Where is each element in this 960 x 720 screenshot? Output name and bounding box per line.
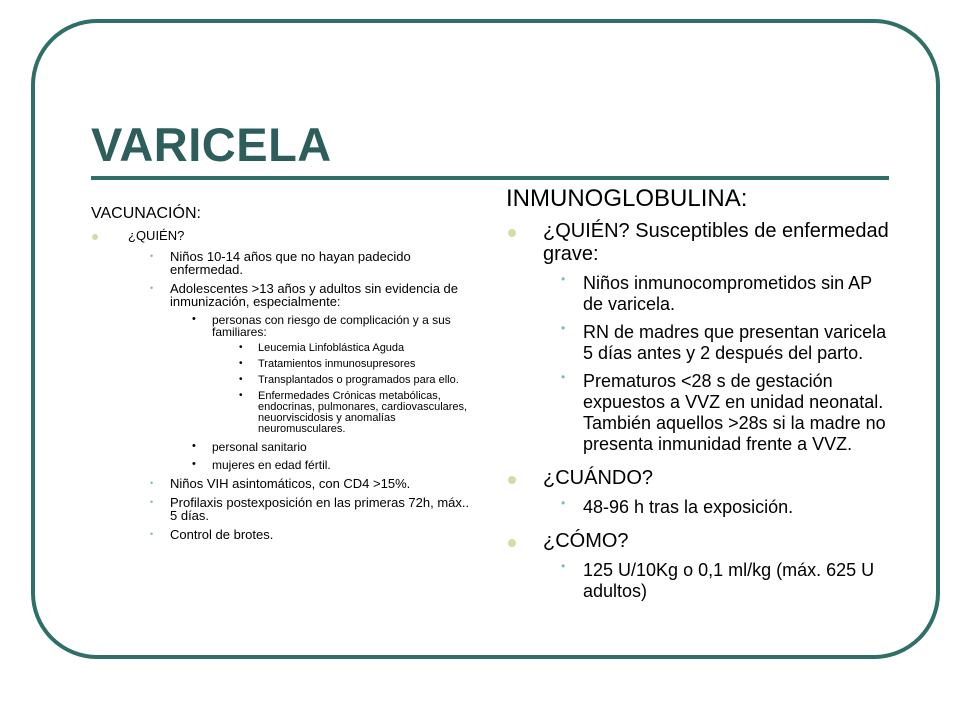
item-text: Tratamientos inmunosupresores [258, 358, 416, 370]
list-item [506, 371, 896, 455]
risk-group-item [91, 314, 471, 338]
list-item [91, 282, 471, 308]
bullet-icon: • [192, 440, 196, 452]
bullet-icon: • [561, 496, 566, 510]
bullet-icon [508, 229, 516, 237]
bullet-icon: • [192, 458, 196, 470]
title-underline [91, 176, 889, 180]
item-text: personas con riesgo de complicación y a sus familiares: [212, 313, 451, 339]
bullet-icon: • [192, 313, 196, 325]
when-label: ¿CUÁNDO? [543, 467, 654, 489]
bullet-icon: • [239, 342, 243, 353]
item-text: personal sanitario [212, 440, 307, 454]
item-text: Niños VIH asintomáticos, con CD4 >15%. [170, 476, 411, 491]
risk-group-item [91, 459, 471, 471]
list-item [91, 250, 471, 276]
list-item [91, 496, 471, 522]
list-item [506, 273, 896, 315]
bullet-icon: • [561, 321, 566, 335]
item-text: Profilaxis postexposición en las primeras 72h, máx.. 5 días. [170, 495, 470, 523]
who-item [91, 228, 471, 244]
immunoglobulin-list [506, 220, 896, 602]
who-item [506, 220, 896, 266]
bullet-icon: • [150, 478, 154, 488]
when-item [506, 467, 896, 490]
vaccination-heading: VACUNACIÓN: [91, 205, 201, 222]
vaccination-list [91, 228, 471, 541]
risk-group-item [91, 441, 471, 453]
bullet-icon [92, 234, 98, 240]
vaccination-column [91, 204, 471, 541]
bullet-icon: • [150, 529, 154, 539]
item-text: Transplantados o programados para ello. [258, 374, 459, 386]
item-text: Niños 10-14 años que no hayan padecido enfermedad. [170, 249, 411, 277]
item-text: Control de brotes. [170, 527, 274, 542]
item-text: 125 U/10Kg o 0,1 ml/kg (máx. 625 U adultos) [583, 560, 875, 601]
condition-item [91, 391, 471, 435]
item-text: 48-96 h tras la exposición. [583, 497, 794, 517]
item-text: Prematuros <28 s de gestación expuestos a VVZ en unidad neonatal. También aquellos >28s si la madre no presenta inmunidad frente a VVZ. [583, 371, 886, 454]
who-label: ¿QUIÉN? [128, 228, 185, 243]
bullet-icon: • [561, 559, 566, 573]
condition-item [91, 359, 471, 370]
how-label: ¿CÓMO? [543, 530, 629, 552]
slide-title: VARICELA [91, 118, 332, 171]
item-text: Adolescentes >13 años y adultos sin evidencia de inmunización, especialmente: [170, 281, 458, 309]
bullet-icon: • [150, 283, 154, 293]
bullet-icon: • [561, 370, 566, 384]
bullet-icon: • [150, 251, 154, 261]
bullet-icon: • [150, 497, 154, 507]
bullet-icon [508, 476, 516, 484]
list-item [91, 477, 471, 490]
bullet-icon: • [561, 272, 566, 286]
immunoglobulin-heading: INMUNOGLOBULINA: [506, 185, 748, 212]
item-text: Enfermedades Crónicas metabólicas, endocrinas, pulmonares, cardiovasculares, neuorviscidosis y anomalías neuromusculares. [258, 390, 468, 435]
list-item [91, 528, 471, 541]
item-text: mujeres en edad fértil. [212, 458, 331, 472]
bullet-icon: • [239, 390, 243, 401]
condition-item [91, 343, 471, 354]
list-item [506, 497, 896, 518]
item-text: Leucemia Linfoblástica Aguda [258, 342, 405, 354]
bullet-icon: • [239, 358, 243, 369]
immunoglobulin-column [506, 184, 896, 602]
bullet-icon [508, 539, 516, 547]
bullet-icon: • [239, 374, 243, 385]
list-item [506, 322, 896, 364]
list-item [506, 560, 896, 602]
item-text: RN de madres que presentan varicela 5 días antes y 2 después del parto. [583, 322, 887, 363]
who-label: ¿QUIÉN? Susceptibles de enfermedad grave: [543, 220, 889, 265]
condition-item [91, 375, 471, 386]
item-text: Niños inmunocomprometidos sin AP de varicela. [583, 273, 872, 314]
how-item [506, 530, 896, 553]
